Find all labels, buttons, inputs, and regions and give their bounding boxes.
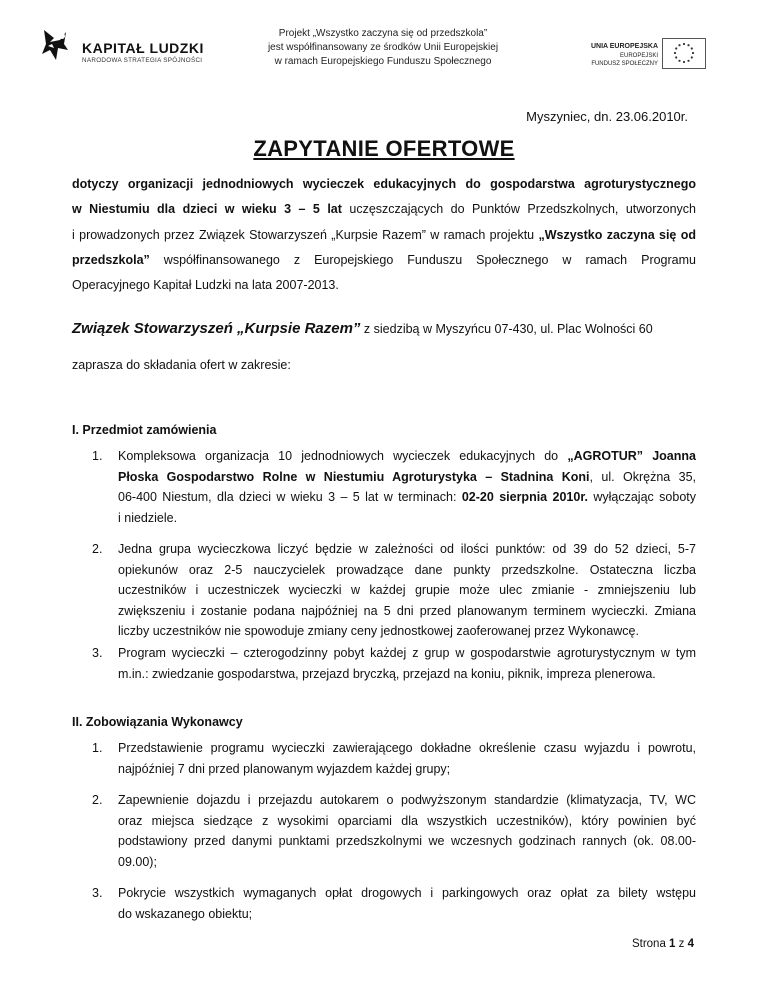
page-number: 1 — [669, 938, 676, 950]
item-text: m.in.: zwiedzanie gospodarstwa, przejazd bryczką, przejazd na koniu, piknik, impreza plenerowa. — [118, 666, 656, 681]
item-text: Program wycieczki – czterogodzinny pobyt każdej z grup w gospodarstwie agroturystycznym w tym — [118, 646, 696, 660]
organization-address: z siedzibą w Myszyńcu 07-430, ul. Plac Wolności 60 — [360, 322, 653, 336]
item-number: 2. — [92, 542, 103, 556]
list-item — [92, 446, 696, 528]
item-number: 3. — [92, 886, 103, 900]
eu-flag-icon — [662, 38, 706, 69]
item-text: liczby uczestników nie spowoduje zmiany ceny jednostkowej zaoferowanej przez Wykonawcę. — [118, 624, 639, 638]
footer-label: Strona — [631, 938, 670, 950]
item-number: 2. — [92, 793, 103, 807]
item-text: opiekunów oraz 2-5 nauczycielek prowadzące dane punkty przedszkolne. Ostateczna liczba — [118, 562, 696, 577]
item-text: „AGROTUR” Joanna — [567, 449, 696, 463]
project-line: Projekt „Wszystko zaczyna się od przedszkola” — [278, 28, 488, 39]
eu-line: UNIA EUROPEJSKA — [590, 43, 658, 50]
item-text: wyłączając soboty — [587, 490, 696, 504]
item-text: uczestników i uczestniczek wycieczki w każdej grupie może ulec zmianie - zmniejszeniu lub — [118, 583, 696, 597]
kapital-ludzki-logo-icon — [40, 28, 70, 62]
project-info — [238, 27, 528, 69]
eu-line: EUROPEJSKI — [619, 52, 658, 59]
intro-text: dotyczy organizacji jednodniowych wycieczek edukacyjnych do gospodarstwa agroturystycznego — [72, 177, 696, 191]
list-item — [92, 539, 696, 642]
item-number: 1. — [92, 449, 103, 463]
item-text: podstawiony przed danymi punktami przedszkolnymi we wczesnych godzinach rannych (ok. 08.00- — [118, 834, 696, 848]
item-text: 09.00); — [118, 854, 157, 869]
footer-separator: z — [675, 938, 688, 950]
intro-text: przedszkola” — [72, 252, 150, 267]
item-text: najpóźniej 7 dni przed planowanym wyjazdem każdej grupy; — [118, 761, 451, 776]
list-item — [92, 738, 696, 779]
item-text: do wskazanego obiektu; — [118, 906, 253, 921]
intro-text: „Wszystko zaczyna się od — [538, 227, 696, 242]
item-text: i niedziele. — [118, 510, 178, 525]
section-heading: II. Zobowiązania Wykonawcy — [72, 715, 243, 729]
item-number: 3. — [92, 646, 103, 660]
list-item — [92, 643, 696, 684]
page-header — [0, 0, 768, 80]
item-text: oraz miejsca siedzące z wysokimi oparciami dla wszystkich uczestników), który powinien być — [118, 813, 696, 828]
logo-title: KAPITAŁ LUDZKI — [82, 40, 204, 56]
intro-text: współfinansowanego z Europejskiego Funduszu Społecznego w ramach Programu — [149, 252, 696, 267]
organization-name: Związek Stowarzyszeń „Kurpsie Razem” — [72, 320, 361, 337]
intro-text: i prowadzonych przez Związek Stowarzyszeń „Kurpsie Razem” w ramach projektu — [72, 227, 539, 242]
document-title: ZAPYTANIE OFERTOWE — [253, 136, 515, 161]
intro-text: w Niestumiu dla dzieci w wieku 3 – 5 lat — [72, 202, 342, 217]
item-text: Pokrycie wszystkich wymaganych opłat drogowych i parkingowych oraz opłat za bilety wstępu — [118, 886, 696, 900]
item-text: Zapewnienie dojazdu i przejazdu autokarem o podwyższonym standardzie (klimatyzacja, TV, WC — [118, 793, 696, 807]
eu-line: FUNDUSZ SPOŁECZNY — [591, 61, 658, 67]
item-text: zwiększeniu i zostanie podana najpóźniej na 5 dni przed planowanym terminem wycieczki. Zmiana — [118, 603, 696, 618]
item-text: Kompleksowa organizacja 10 jednodniowych wycieczek edukacyjnych do — [118, 449, 568, 463]
project-line: w ramach Europejskiego Funduszu Społecznego — [274, 56, 492, 67]
item-text: 02-20 sierpnia 2010r. — [461, 490, 588, 504]
item-number: 1. — [92, 741, 103, 755]
item-text: Przedstawienie programu wycieczki zawierającego dokładne określenie czasu wyjazdu i powrotu, — [118, 741, 696, 755]
item-text: Płoska Gospodarstwo Rolne w Niestumiu Agroturystyka – Stadnina Koni — [118, 469, 590, 484]
list-item — [92, 883, 696, 924]
page-footer — [632, 938, 694, 950]
invite-text: zaprasza do składania ofert w zakresie: — [72, 358, 291, 372]
organization-line — [72, 320, 653, 337]
section-heading: I. Przedmiot zamówienia — [72, 423, 217, 437]
intro-paragraph — [72, 172, 696, 298]
list-item — [92, 790, 696, 872]
item-text: , ul. Okrężna 35, — [589, 469, 696, 484]
page-total: 4 — [687, 938, 694, 950]
logo-subtitle: NARODOWA STRATEGIA SPÓJNOŚCI — [82, 57, 203, 64]
project-line: jest współfinansowany ze środków Unii Europejskiej — [267, 42, 499, 53]
item-text: 06-400 Niestum, dla dzieci w wieku 3 – 5 lat w terminach: — [118, 490, 462, 504]
intro-text: Operacyjnego Kapitał Ludzki na lata 2007-2013. — [72, 278, 339, 293]
eu-label — [556, 43, 658, 69]
intro-text: uczęszczających do Punktów Przedszkolnych, utworzonych — [341, 202, 696, 217]
item-text: Jedna grupa wycieczkowa liczyć będzie w zależności od ilości punktów: od 39 do 52 dzieci, 5-7 — [118, 542, 696, 556]
place-date: Myszyniec, dn. 23.06.2010r. — [526, 109, 688, 124]
